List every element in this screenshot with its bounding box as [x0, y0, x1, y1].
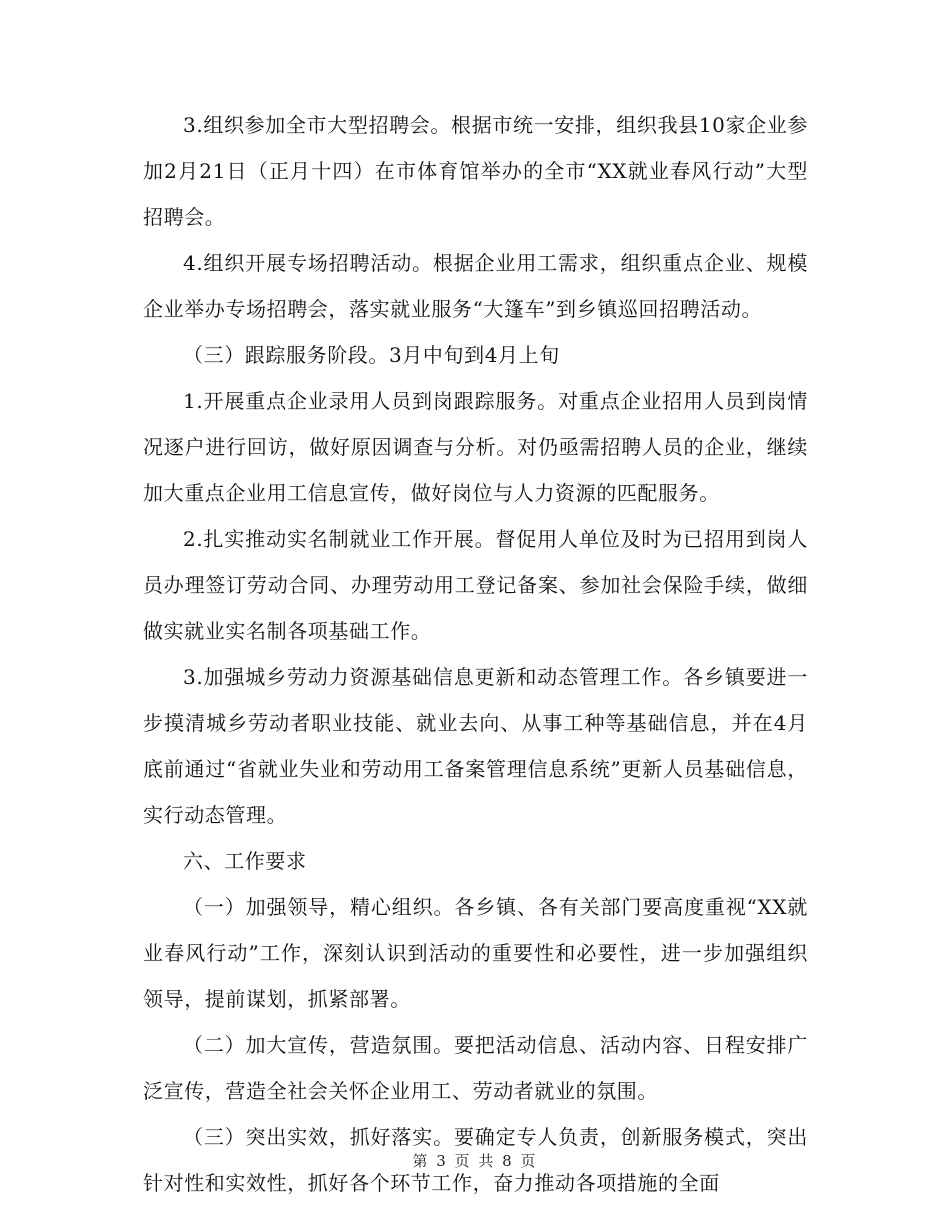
- section-heading-tracking-service: （三）跟踪服务阶段。3月中旬到4月上旬: [183, 343, 560, 367]
- paragraph-item-1-tracking: 1.开展重点企业录用人员到岗跟踪服务。对重点企业招用人员到岗情况逐户进行回访，做好原因调查与分析。对仍亟需招聘人员的企业，继续加大重点企业用工信息宣传，做好岗位与人力资源的匹配服务。: [143, 389, 808, 505]
- document-body: [143, 102, 808, 1206]
- paragraph-requirement-1: （一）加强领导，精心组织。各乡镇、各有关部门要高度重视“XX就业春风行动”工作，深刻认识到活动的重要性和必要性，进一步加强组织领导，提前谋划，抓紧部署。: [143, 895, 808, 1011]
- section-heading-requirements: 六、工作要求: [183, 849, 307, 873]
- paragraph-item-3-info-update: 3.加强城乡劳动力资源基础信息更新和动态管理工作。各乡镇要进一步摸清城乡劳动者职业技能、就业去向、从事工种等基础信息，并在4月底前通过“省就业失业和劳动用工备案管理信息系统”更新人员基础信息，实行动态管理。: [143, 665, 808, 827]
- paragraph-item-4-special-recruitment: 4.组织开展专场招聘活动。根据企业用工需求，组织重点企业、规模企业举办专场招聘会，落实就业服务“大篷车”到乡镇巡回招聘活动。: [143, 251, 808, 321]
- paragraph-requirement-3: （三）突出实效，抓好落实。要确定专人负责，创新服务模式，突出针对性和实效性，抓好各个环节工作，奋力推动各项措施的全面: [143, 1125, 808, 1195]
- paragraph-item-3-job-fair: 3.组织参加全市大型招聘会。根据市统一安排，组织我县10家企业参加2月21日（正月十四）在市体育馆举办的全市“XX就业春风行动”大型招聘会。: [143, 113, 808, 229]
- paragraph-requirement-2: （二）加大宣传，营造氛围。要把活动信息、活动内容、日程安排广泛宣传，营造全社会关怀企业用工、劳动者就业的氛围。: [143, 1033, 808, 1103]
- page-number-footer: 第 3 页 共 8 页: [412, 1152, 538, 1170]
- paragraph-item-2-real-name: 2.扎实推动实名制就业工作开展。督促用人单位及时为已招用到岗人员办理签订劳动合同、办理劳动用工登记备案、参加社会保险手续，做细做实就业实名制各项基础工作。: [143, 527, 808, 643]
